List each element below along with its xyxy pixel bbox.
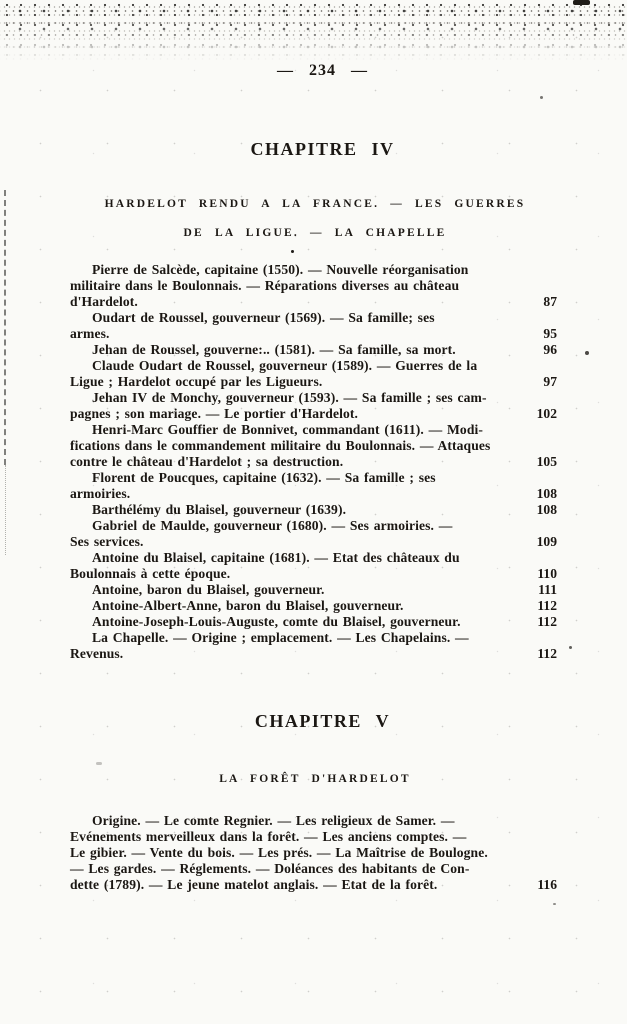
toc-line-text: Origine. — Le comte Regnier. — Les religieux de Samer. — [92, 813, 455, 828]
toc-line [70, 422, 557, 438]
toc-page-number: 112 [537, 614, 557, 629]
toc-page-number: 108 [536, 486, 557, 501]
toc-line [70, 630, 557, 646]
toc-line [70, 646, 557, 662]
toc-line [70, 438, 557, 454]
toc-line-text: Gabriel de Maulde, gouverneur (1680). — Ses armoiries. — [92, 518, 453, 533]
toc-line [70, 454, 557, 470]
chapter4-title: CHAPITRE IV [250, 139, 395, 159]
toc-line-text: contre le château d'Hardelot ; sa destruction. [70, 454, 344, 469]
toc-line [70, 598, 557, 614]
toc-line [70, 406, 557, 422]
chapter5-toc [70, 813, 557, 893]
toc-page-number: 109 [536, 534, 557, 549]
toc-line [70, 374, 557, 390]
toc-page-number: 111 [538, 582, 557, 597]
scan-speck [291, 250, 294, 253]
toc-line-text: militaire dans le Boulonnais. — Réparations diverses au château [70, 278, 460, 293]
toc-line [70, 358, 557, 374]
toc-line-text: Pierre de Salcède, capitaine (1550). — Nouvelle réorganisation [92, 262, 469, 277]
toc-line [70, 390, 557, 406]
toc-line [70, 813, 557, 829]
toc-line-text: Antoine, baron du Blaisel, gouverneur. [92, 582, 325, 597]
toc-page-number: 108 [536, 502, 557, 517]
toc-line-text: armes. [70, 326, 110, 341]
chapter5-title: CHAPITRE V [254, 711, 391, 731]
toc-line-text: — Les gardes. — Réglements. — Doléances des habitants de Con- [70, 861, 470, 876]
toc-line [70, 342, 557, 358]
toc-line-text: Henri-Marc Gouffier de Bonnivet, commandant (1611). — Modi- [92, 422, 483, 437]
chapter5-subtitle-line1: LA FORÊT D'HARDELOT [219, 773, 411, 785]
toc-line [70, 534, 557, 550]
toc-page-number: 95 [543, 326, 557, 341]
toc-line-text: dette (1789). — Le jeune matelot anglais. — Etat de la forêt. [70, 877, 438, 892]
toc-line-text: Jehan de Roussel, gouverne:.. (1581). — Sa famille, sa mort. [92, 342, 456, 357]
toc-line-text: Boulonnais à cette époque. [70, 566, 231, 581]
toc-line [70, 470, 557, 486]
toc-line-text: armoiries. [70, 486, 131, 501]
chapter4-subtitle-line1: HARDELOT RENDU A LA FRANCE. — LES GUERRES [104, 198, 526, 210]
toc-line [70, 614, 557, 630]
toc-page-number: 97 [543, 374, 557, 389]
toc-line [70, 262, 557, 278]
chapter4-subtitle-line2: DE LA LIGUE. — LA CHAPELLE [183, 227, 447, 239]
toc-line-text: Jehan IV de Monchy, gouverneur (1593). — Sa famille ; ses cam- [92, 390, 487, 405]
toc-line [70, 861, 557, 877]
scan-speck [96, 762, 102, 765]
scan-speck [553, 903, 556, 905]
chapter4-toc [70, 262, 557, 662]
toc-line [70, 326, 557, 342]
scan-noise-band [0, 0, 627, 62]
toc-line-text: Antoine-Albert-Anne, baron du Blaisel, gouverneur. [92, 598, 404, 613]
toc-page-number: 110 [537, 566, 557, 581]
toc-line-text: Revenus. [70, 646, 124, 661]
toc-line-text: Antoine du Blaisel, capitaine (1681). — Etat des châteaux du [92, 550, 460, 565]
toc-page-number: 112 [537, 598, 557, 613]
toc-line-text: Antoine-Joseph-Louis-Auguste, comte du Blaisel, gouverneur. [92, 614, 461, 629]
toc-page-number: 96 [543, 342, 557, 357]
toc-page-number: 102 [536, 406, 557, 421]
toc-line-text: fications dans le commandement militaire du Boulonnais. — Attaques [70, 438, 491, 453]
toc-line [70, 294, 557, 310]
folio-page-number: — 234 — [277, 62, 368, 79]
toc-line-text: Florent de Poucques, capitaine (1632). — Sa famille ; ses [92, 470, 436, 485]
toc-line-text: Claude Oudart de Roussel, gouverneur (1589). — Guerres de la [92, 358, 478, 373]
toc-line [70, 502, 557, 518]
toc-line-text: Ses services. [70, 534, 144, 549]
toc-line-text: Oudart de Roussel, gouverneur (1569). — Sa famille; ses [92, 310, 435, 325]
toc-line [70, 845, 557, 861]
toc-line-text: Barthélémy du Blaisel, gouverneur (1639). [92, 502, 347, 517]
scan-speck [540, 96, 543, 99]
toc-line-text: d'Hardelot. [70, 294, 138, 309]
toc-line [70, 550, 557, 566]
toc-line [70, 582, 557, 598]
toc-page-number: 112 [537, 646, 557, 661]
toc-line [70, 486, 557, 502]
toc-line-text: Evénements merveilleux dans la forêt. — Les anciens comptes. — [70, 829, 467, 844]
toc-line-text: pagnes ; son mariage. — Le portier d'Hardelot. [70, 406, 359, 421]
scan-speck [585, 351, 589, 355]
toc-line [70, 829, 557, 845]
toc-page-number: 116 [537, 877, 557, 892]
toc-line [70, 877, 557, 893]
toc-page-number: 105 [536, 454, 557, 469]
toc-page-number: 87 [543, 294, 557, 309]
scan-speck [573, 0, 590, 5]
toc-line [70, 518, 557, 534]
toc-line [70, 310, 557, 326]
toc-line-text: La Chapelle. — Origine ; emplacement. — Les Chapelains. — [92, 630, 469, 645]
page-edge-line [4, 190, 6, 465]
toc-line [70, 566, 557, 582]
page-edge-line-faint [5, 465, 6, 555]
toc-line-text: Ligue ; Hardelot occupé par les Ligueurs. [70, 374, 323, 389]
scan-speck [569, 646, 572, 649]
toc-line-text: Le gibier. — Vente du bois. — Les prés. — La Maîtrise de Boulogne. [70, 845, 488, 860]
toc-line [70, 278, 557, 294]
